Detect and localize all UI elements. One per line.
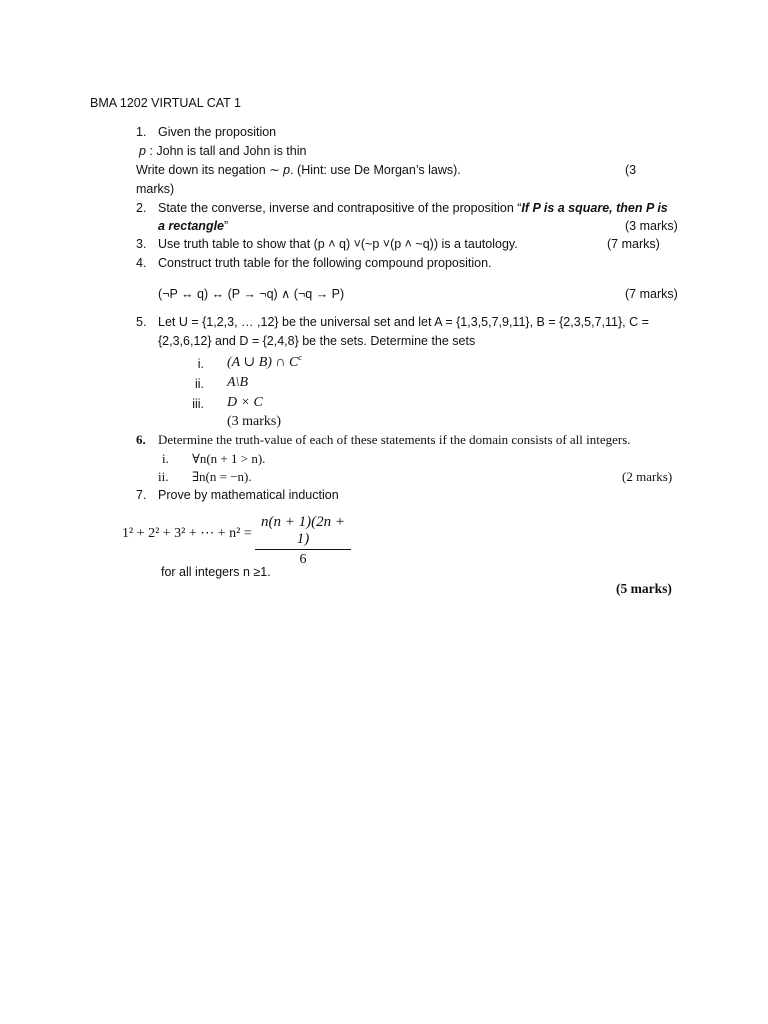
- question-4-number: 4.: [136, 256, 147, 270]
- question-6-item-2: ∃n(n = −n).: [192, 469, 252, 484]
- question-3: 3. Use truth table to show that (p ˄ q) ˅(~p ˅(p ˄ ~q)) is a tautology.: [136, 237, 518, 251]
- question-5-item-2-number: ii.: [194, 377, 204, 391]
- question-5-line-2: {2,3,6,12} and D = {2,4,8} be the sets. Determine the sets: [158, 334, 476, 348]
- induction-fraction: [255, 514, 351, 568]
- question-5-marks: (3 marks): [227, 414, 282, 429]
- question-2-line-2: a rectangle”: [158, 219, 229, 233]
- question-1-line-1: 1. Given the proposition: [136, 125, 277, 139]
- question-3-marks: (7 marks): [607, 237, 660, 251]
- question-1-marks-continued: marks): [136, 182, 175, 196]
- question-5-item-2: A\B: [227, 375, 248, 390]
- induction-condition: for all integers n ≥1.: [161, 565, 271, 579]
- question-5-item-3: D × C: [227, 395, 263, 410]
- question-5-number: 5.: [136, 315, 147, 329]
- question-5-line-1: 5. Let U = {1,2,3, … ,12} be the universal set and let A = {1,3,5,7,9,11}, B = {2,3,5,7,11}, C =: [136, 315, 649, 329]
- question-2-marks: (3 marks): [625, 219, 678, 233]
- question-6-item-2-number: ii.: [158, 469, 169, 484]
- question-4: 4. Construct truth table for the following compound proposition.: [136, 256, 492, 270]
- question-1-proposition: p : John is tall and John is thin: [139, 144, 307, 158]
- question-1-number: 1.: [136, 125, 147, 139]
- question-5-item-1-number: i.: [197, 357, 204, 371]
- question-2-number: 2.: [136, 201, 147, 215]
- question-4-formula: (¬P ↔ q) ↔ (P → ¬q) ∧ (¬q → P): [158, 287, 345, 301]
- induction-numerator: n(n + 1)(2n + 1): [255, 514, 351, 550]
- question-6-item-1-number: i.: [162, 451, 169, 466]
- question-4-marks: (7 marks): [625, 287, 678, 301]
- question-7: 7. Prove by mathematical induction: [136, 488, 339, 502]
- induction-denominator: 6: [299, 552, 307, 567]
- question-6: 6. Determine the truth-value of each of these statements if the domain consists of all integers.: [136, 432, 631, 447]
- question-2-line-1: 2. State the converse, inverse and contrapositive of the proposition “If P is a square, then P is: [136, 201, 668, 215]
- question-6-item-1: ∀n(n + 1 > n).: [192, 451, 266, 466]
- question-1-marks: (3: [625, 163, 637, 177]
- document-title: BMA 1202 VIRTUAL CAT 1: [90, 96, 241, 110]
- induction-lhs: 1² + 2² + 3² + ⋯ + n² =: [122, 526, 252, 541]
- question-6-marks: (2 marks): [622, 469, 673, 484]
- question-1-instruction: Write down its negation ∼ p. (Hint: use De Morgan’s laws).: [136, 163, 461, 177]
- question-5-item-3-number: iii.: [192, 397, 204, 411]
- question-6-number: 6.: [136, 432, 146, 447]
- question-7-marks: (5 marks): [616, 581, 672, 596]
- question-3-number: 3.: [136, 237, 147, 251]
- question-7-number: 7.: [136, 488, 147, 502]
- question-5-item-1: (A ∪ B) ∩ $C^c$: [227, 353, 302, 370]
